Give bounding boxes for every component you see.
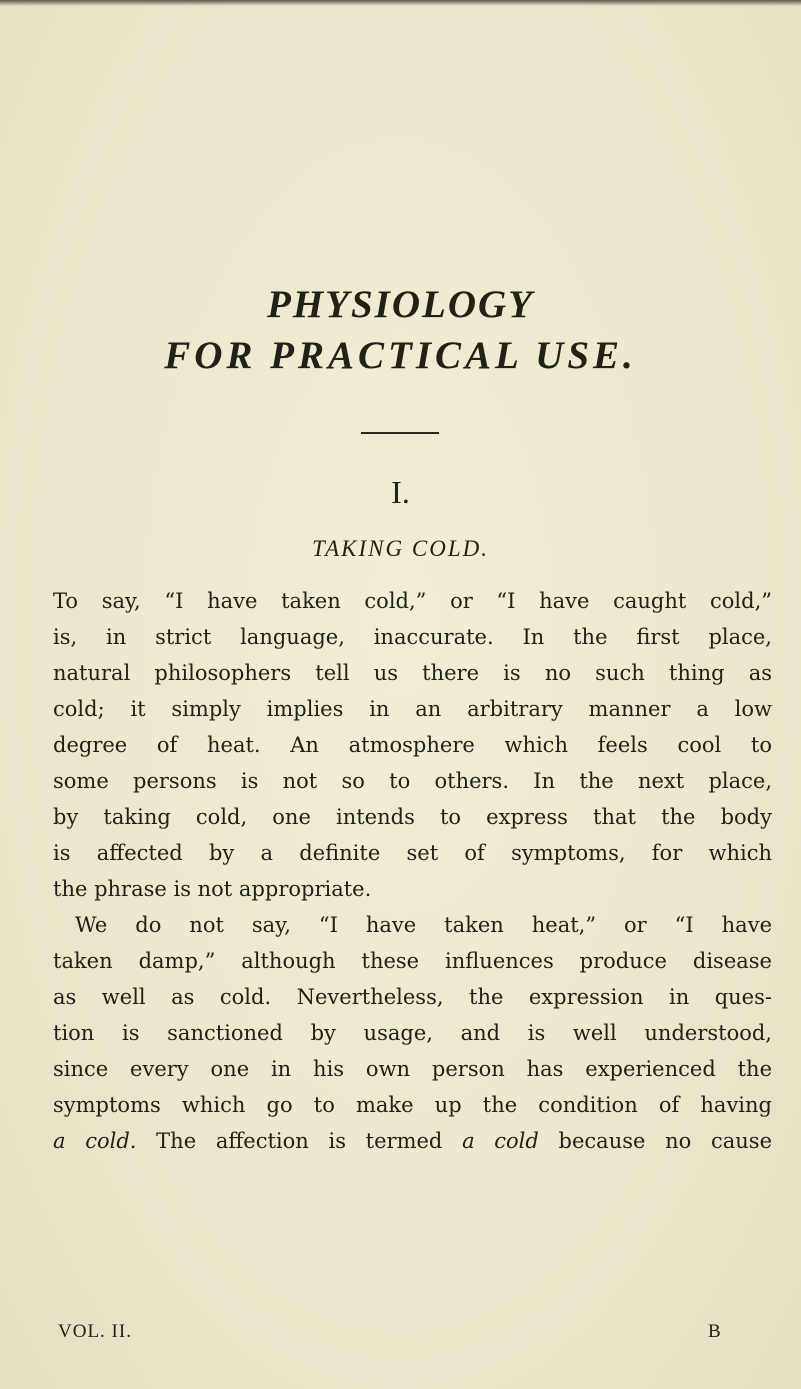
body-line: To say, “I have taken cold,” or “I have caught cold,” bbox=[53, 589, 772, 613]
body-line-final bbox=[53, 1126, 772, 1156]
body-line: the phrase is not appropriate. bbox=[53, 877, 372, 901]
body-line: degree of heat. An atmosphere which feels cool to bbox=[53, 733, 772, 757]
text-segment: because no cause bbox=[538, 1129, 772, 1153]
body-line: taken damp,” although these influences produce disease bbox=[53, 949, 772, 973]
chapter-number: I. bbox=[391, 474, 410, 510]
body-line: symptoms which go to make up the condition of having bbox=[53, 1093, 772, 1117]
book-title: PHYSIOLOGY bbox=[267, 283, 534, 326]
text-segment: The affection is termed bbox=[136, 1129, 463, 1153]
italic-phrase: a cold. bbox=[53, 1129, 137, 1153]
body-line: We do not say, “I have taken heat,” or “I have bbox=[75, 913, 772, 937]
page-top-shadow bbox=[0, 0, 801, 6]
book-subtitle: FOR PRACTICAL USE. bbox=[164, 334, 637, 377]
body-line: some persons is not so to others. In the next place, bbox=[53, 769, 772, 793]
signature-mark: B bbox=[708, 1321, 721, 1342]
body-line: cold; it simply implies in an arbitrary manner a low bbox=[53, 697, 772, 721]
volume-label: VOL. II. bbox=[58, 1321, 132, 1342]
body-line: is, in strict language, inaccurate. In the first place, bbox=[53, 625, 772, 649]
body-line: natural philosophers tell us there is no such thing as bbox=[53, 661, 772, 685]
body-line: since every one in his own person has experienced the bbox=[53, 1057, 772, 1081]
body-line: as well as cold. Nevertheless, the expression in ques- bbox=[53, 985, 772, 1009]
italic-phrase: a cold bbox=[462, 1129, 539, 1153]
chapter-title: TAKING COLD. bbox=[312, 536, 489, 561]
body-line: tion is sanctioned by usage, and is well understood, bbox=[53, 1021, 772, 1045]
title-divider bbox=[361, 432, 439, 434]
body-line: is affected by a definite set of symptoms, for which bbox=[53, 841, 772, 865]
body-line: by taking cold, one intends to express that the body bbox=[53, 805, 772, 829]
